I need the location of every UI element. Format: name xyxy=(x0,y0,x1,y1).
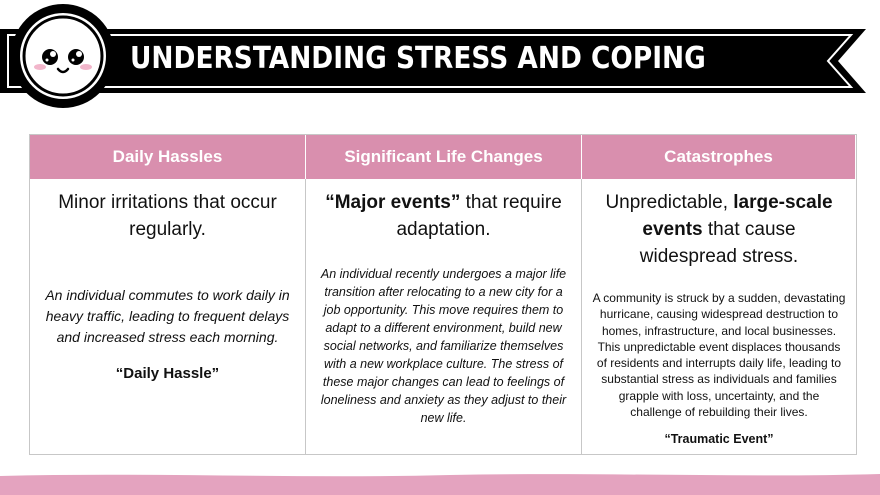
column-header-daily-hassles: Daily Hassles xyxy=(30,135,306,179)
footer-band xyxy=(0,470,880,495)
smiling-face-icon xyxy=(10,3,116,109)
daily-hassles-example: An individual commutes to work daily in heavy traffic, leading to frequent delays and increased stress each morning. xyxy=(45,287,290,345)
catastrophes-definition-rest: that cause widespread stress. xyxy=(639,219,799,267)
column-header-catastrophes: Catastrophes xyxy=(582,135,856,179)
catastrophes-tag: “Traumatic Event” xyxy=(664,432,774,447)
life-changes-definition xyxy=(316,189,571,243)
catastrophes-example: A community is struck by a sudden, devastating hurricane, causing widespread destruction to homes, infrastructure, and local businesses. This unpredictable event displaces thousands of residents and interrupts daily life, leading to substantial stress as individuals and families grapple with loss, uncertainty, and the challenge of rebuilding their lives. xyxy=(592,291,846,420)
catastrophes-definition-pre: Unpredictable, xyxy=(605,192,734,213)
life-changes-definition-rest: that require adaptation. xyxy=(396,192,562,240)
catastrophes-definition-bold: large-scale events xyxy=(642,192,833,240)
cell-catastrophes xyxy=(582,179,856,454)
stress-types-table xyxy=(29,134,857,455)
title-banner xyxy=(0,29,866,93)
life-changes-example: An individual recently undergoes a major life transition after relocating to a new city for a job opportunity. This move requires them to adapt to a different environment, build new social networks, and familiarize themselves with a new workplace culture. The stress of these major changes can lead to feelings of loneliness and anxiety as they adjust to their new life. xyxy=(320,267,567,425)
life-changes-definition-bold: “Major events” xyxy=(325,192,461,213)
column-header-significant-life-changes: Significant Life Changes xyxy=(306,135,582,179)
cell-daily-hassles xyxy=(30,179,306,454)
cell-significant-life-changes xyxy=(306,179,582,454)
catastrophes-definition xyxy=(592,189,846,270)
page-title: UNDERSTANDING STRESS AND COPING xyxy=(130,41,706,76)
daily-hassles-definition: Minor irritations that occur regularly. xyxy=(58,192,277,240)
daily-hassles-tag: “Daily Hassle” xyxy=(115,365,220,382)
